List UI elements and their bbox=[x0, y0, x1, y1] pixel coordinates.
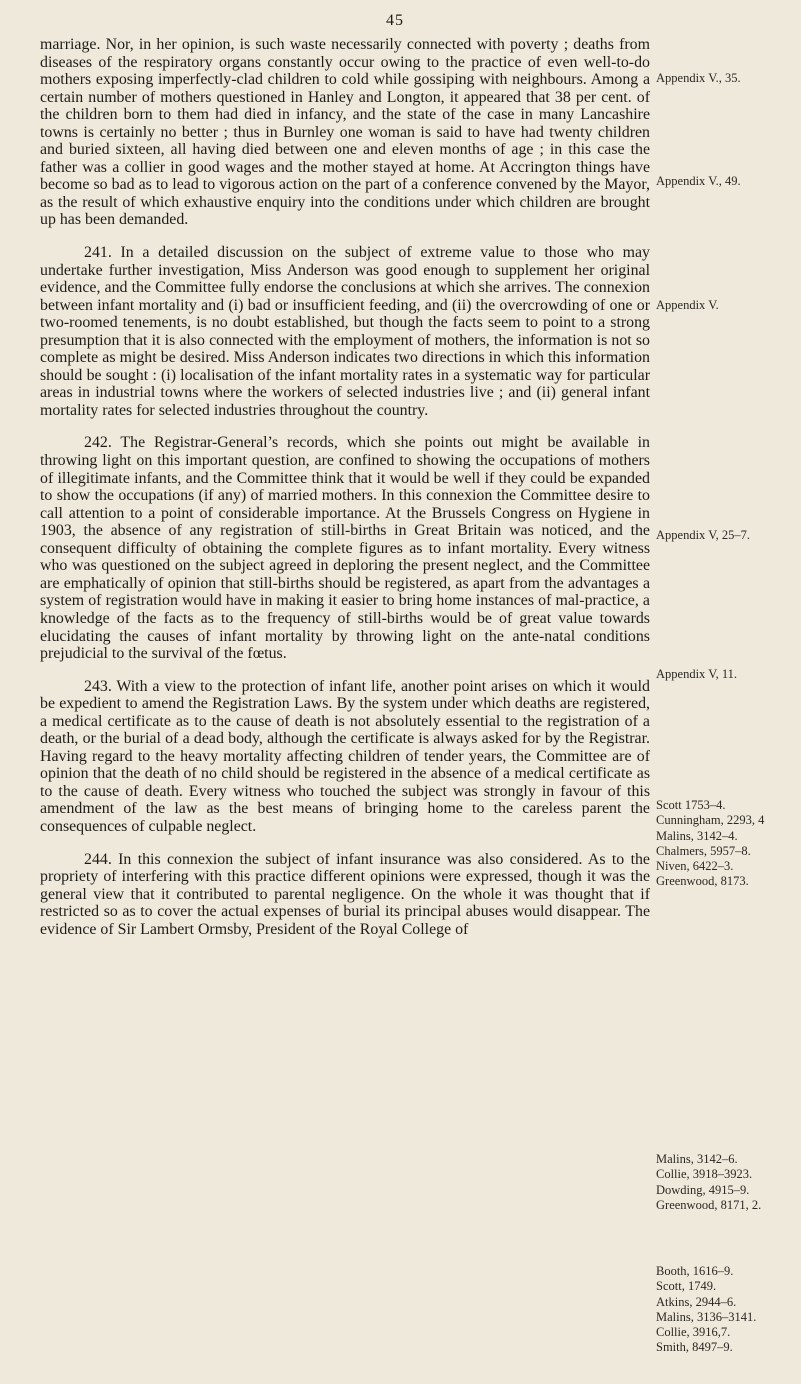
margin-note-appendix-25-7: Appendix V, 25–7. bbox=[656, 528, 750, 542]
paragraph-242: 242. The Registrar-General’s records, which she points out might be available in throwing light on this important question, are confined to showing the occupations of mothers of illegitimate infants, and the Committee think that it would be well if they could be expanded to show the occupations (if any) of married mothers. In this connexion the Committee desire to call attention to a point of considerable importance. At the Brussels Congress on Hygiene in 1903, the absence of any registration of still-births in Great Britain was noticed, and the consequent difficulty of obtaining the complete figures as to infant mortality. Every witness who was questioned on the subject agreed in deploring the present neglect, and the Committee are emphatically of opinion that still-births should be registered, as apart from the advantages a system of registration would have in making it easier to bring home instances of mal-practice, a knowledge of the facts as to the frequency of still-births would be of great value towards elucidating the causes of infant mortality by throwing light on the ante-natal conditions prejudicial to the survival of the fœtus. bbox=[40, 434, 650, 663]
paragraph-243: 243. With a view to the protection of infant life, another point arises on which it would be expedient to amend the Registration Laws. By the system under which deaths are registered, a medical certificate as to the cause of death is not absolutely essential to the registration of a death, or the burial of a dead body, although the certificate is always asked for by the Registrar. Having regard to the heavy mortality affecting children of tender years, the Committee are of opinion that the death of no child should be registered in the absence of a medical certificate as to the cause of death. Every witness who touched the subject was strongly in favour of this amendment of the law as the best means of bringing home to the careless parent the consequences of culpable neglect. bbox=[40, 677, 650, 835]
body-text bbox=[40, 36, 650, 938]
witness-ref: Booth, 1616–9. bbox=[656, 1264, 734, 1278]
margin-notes bbox=[656, 0, 801, 1384]
witness-ref: Dowding, 4915–9. bbox=[656, 1182, 750, 1197]
margin-note-witness-refs-244 bbox=[656, 1264, 756, 1356]
margin-note-witness-refs-243 bbox=[656, 1152, 761, 1213]
paragraph-continued: marriage. Nor, in her opinion, is such waste necessarily connected with poverty ; deaths from diseases of the respiratory organs constantly occur owing to the practice of even well-to-do mothers exposing imperfectly-clad children to cold while gossiping with neighbours. Among a certain number of mothers questioned in Hanley and Longton, it appeared that 38 per cent. of the children born to them had died in infancy, and the state of the case in many Lancashire towns is certainly no better ; thus in Burnley one woman is said to have had twenty children and buried sixteen, all having died between one and eleven months of age ; in this case the father was a collier in good wages and the mother stayed at home. At Accrington things have become so bad as to lead to vigorous action on the part of a conference convened by the Mayor, as the result of which exhaustive enquiry into the conditions under which children are brought up has been demanded. bbox=[40, 36, 650, 229]
margin-note-appendix-11: Appendix V, 11. bbox=[656, 667, 738, 681]
witness-ref: Chalmers, 5957–8. bbox=[656, 843, 751, 858]
witness-ref: Greenwood, 8171, 2. bbox=[656, 1197, 762, 1212]
paragraph-244: 244. In this connexion the subject of infant insurance was also considered. As to the propriety of interfering with this practice different opinions were expressed, though it was the general view that it contributed to parental negligence. On the whole it was thought that if restricted so as to cover the actual expenses of burial its principal abuses would disappear. The evidence of Sir Lambert Ormsby, President of the Royal College of bbox=[40, 850, 650, 938]
witness-ref: Scott 1753–4. bbox=[656, 798, 726, 812]
witness-ref: Greenwood, 8173. bbox=[656, 874, 749, 889]
paragraph-241: 241. In a detailed discussion on the subject of extreme value to those who may undertake further investigation, Miss Anderson was good enough to supplement her original evidence, and the Committee fully endorse the conclusions at which she arrives. The connexion between infant mortality and (i) bad or insufficient feeding, and (ii) the overcrowding of one or two-roomed tenements, is no doubt established, but though the facts seem to point to a strong presumption that it is also connected with the employment of mothers, the information is not so complete as might be desired. Miss Anderson indicates two directions in which this information should be sought : (i) localisation of the infant mortality rates in a systematic way for particular areas in industrial towns where the workers of selected industries live ; and (ii) general infant mortality rates for selected industries throughout the country. bbox=[40, 244, 650, 419]
margin-note-appendix-49: Appendix V., 49. bbox=[656, 174, 741, 188]
page-number: 45 bbox=[386, 12, 404, 29]
witness-ref: Collie, 3916,7. bbox=[656, 1325, 731, 1340]
witness-ref: Collie, 3918–3923. bbox=[656, 1167, 753, 1182]
witness-ref: Malins, 3142–6. bbox=[656, 1152, 738, 1166]
margin-note-appendix-35: Appendix V., 35. bbox=[656, 71, 741, 85]
witness-ref: Smith, 8497–9. bbox=[656, 1340, 733, 1355]
witness-ref: Malins, 3142–4. bbox=[656, 828, 738, 843]
witness-ref: Malins, 3136–3141. bbox=[656, 1309, 757, 1324]
margin-note-witness-refs-242 bbox=[656, 798, 764, 890]
margin-note-appendix: Appendix V. bbox=[656, 298, 719, 312]
witness-ref: Cunningham, 2293, 4 bbox=[656, 813, 765, 828]
witness-ref: Atkins, 2944–6. bbox=[656, 1294, 737, 1309]
witness-ref: Niven, 6422–3. bbox=[656, 859, 734, 874]
witness-ref: Scott, 1749. bbox=[656, 1279, 717, 1294]
